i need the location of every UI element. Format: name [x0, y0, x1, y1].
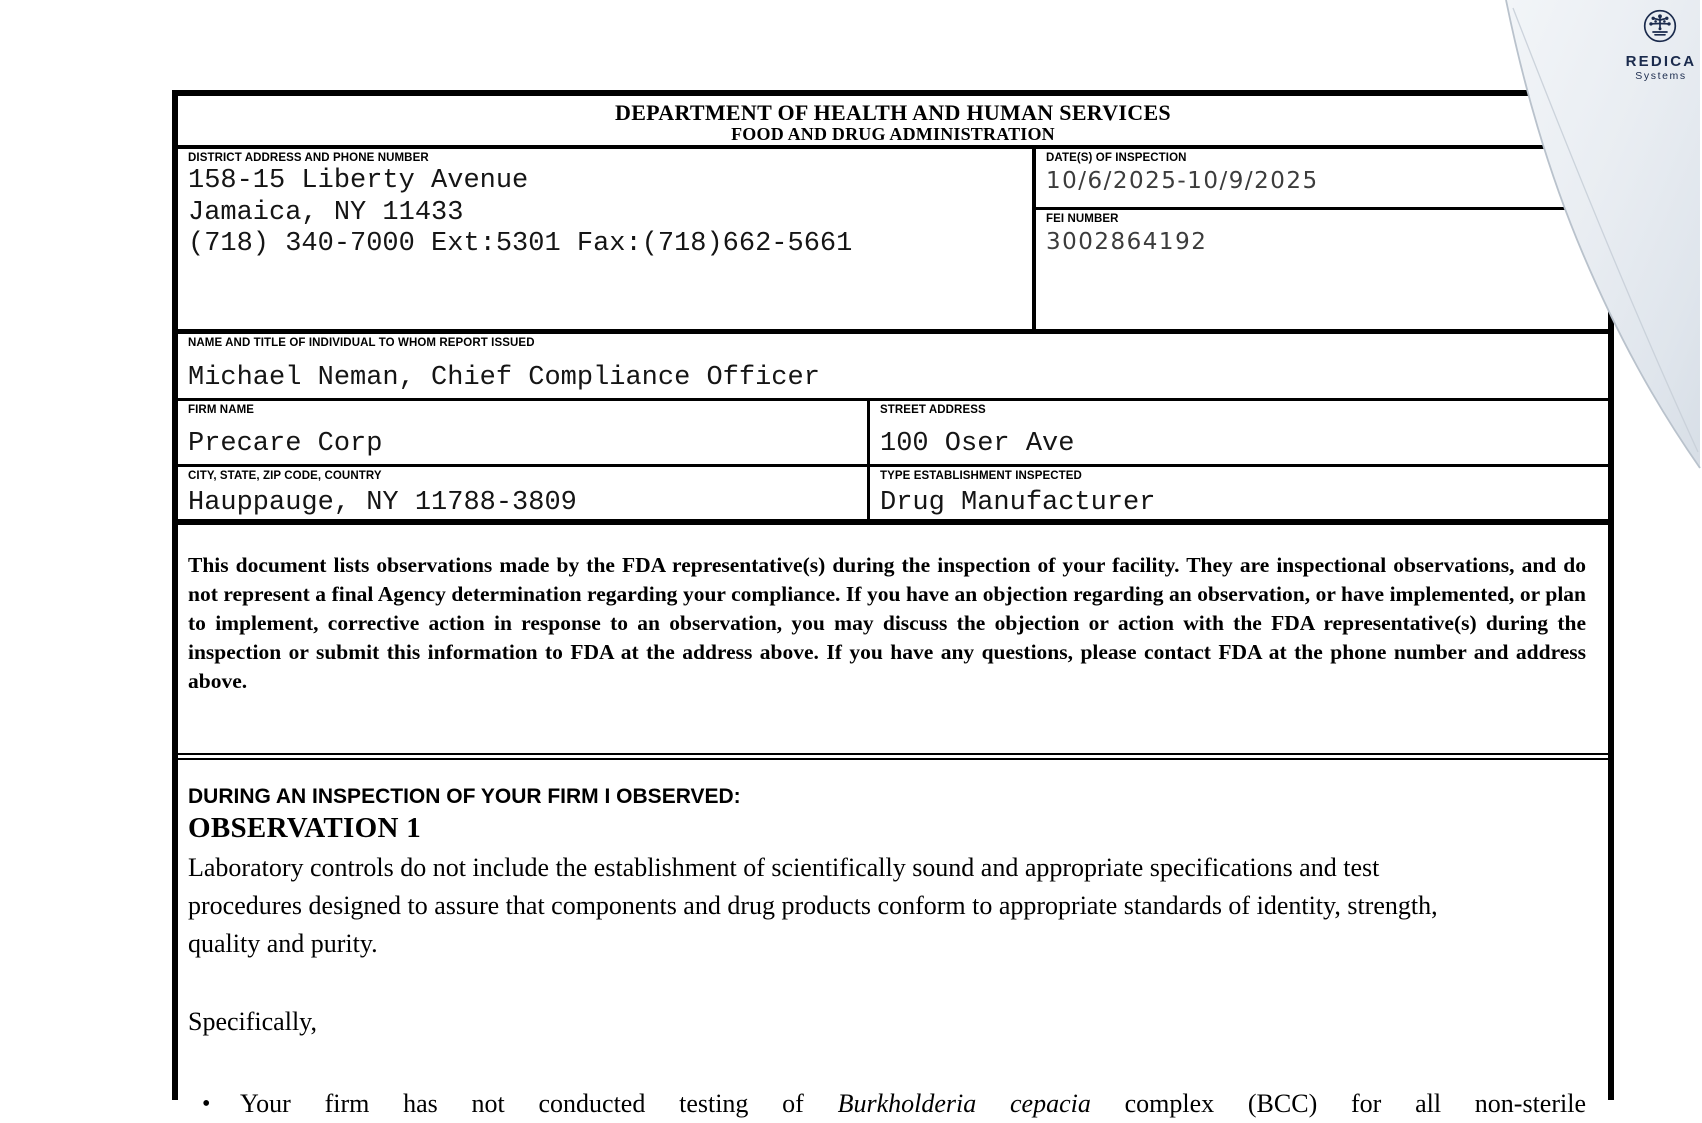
- bullet-text-post: complex (BCC) for all non-sterile: [1091, 1089, 1586, 1118]
- report-recipient-row: [178, 334, 1608, 401]
- street-address-value: 100 Oser Ave: [880, 430, 1608, 460]
- observed-heading: DURING AN INSPECTION OF YOUR FIRM I OBSERVED:: [188, 784, 1586, 809]
- redica-logo-icon: [1640, 6, 1680, 48]
- firm-street-row: [178, 401, 1608, 467]
- district-address-cell: [178, 149, 1036, 329]
- fda-483-form-table: [172, 90, 1614, 1100]
- inspection-dates-value: 10/6/2025-10/9/2025: [1046, 168, 1608, 194]
- bullet-text-latin-name: Burkholderia cepacia: [838, 1089, 1091, 1118]
- agency-subtitle: FOOD AND DRUG ADMINISTRATION: [178, 125, 1608, 144]
- firm-name-value: Precare Corp: [188, 430, 867, 460]
- address-dates-row: [178, 149, 1608, 334]
- inspection-dates-label: DATE(S) OF INSPECTION: [1046, 152, 1608, 165]
- recipient-cell: [178, 334, 1608, 398]
- logo-sub-text: Systems: [1618, 70, 1702, 82]
- disclaimer-section: [178, 525, 1608, 760]
- bullet-text-pre: Your firm has not conducted testing of: [240, 1089, 838, 1118]
- bullet-icon: •: [202, 1085, 240, 1123]
- observation-bullet-item: [188, 1085, 1586, 1123]
- fei-number-label: FEI NUMBER: [1046, 213, 1608, 226]
- redica-systems-logo: [1618, 6, 1702, 82]
- recipient-label: NAME AND TITLE OF INDIVIDUAL TO WHOM REPORT ISSUED: [188, 337, 1608, 350]
- department-title: DEPARTMENT OF HEALTH AND HUMAN SERVICES: [178, 101, 1608, 125]
- establishment-type-value: Drug Manufacturer: [880, 489, 1608, 519]
- observation-1-title: OBSERVATION 1: [188, 810, 1586, 846]
- observation-1-body: Laboratory controls do not include the establishment of scientifically sound and appropriate specifications and test procedures designed to assure that components and drug products conform to appropriate standards of identity, strength, quality and purity.: [188, 849, 1443, 963]
- city-state-zip-label: CITY, STATE, ZIP CODE, COUNTRY: [188, 470, 867, 483]
- logo-brand-text: REDICA: [1618, 54, 1702, 70]
- form-header: [178, 96, 1608, 149]
- city-state-zip-value: Hauppauge, NY 11788-3809: [188, 489, 867, 519]
- district-address-line-3: (718) 340-7000 Ext:5301 Fax:(718)662-5661: [188, 230, 1032, 260]
- street-address-label: STREET ADDRESS: [880, 404, 1608, 417]
- bullet-text: [240, 1085, 1586, 1123]
- firm-name-label: FIRM NAME: [188, 404, 867, 417]
- observations-section: [178, 760, 1608, 1123]
- recipient-value: Michael Neman, Chief Compliance Officer: [188, 364, 1608, 394]
- district-address-label: DISTRICT ADDRESS AND PHONE NUMBER: [188, 152, 1032, 165]
- district-address-line-1: 158-15 Liberty Avenue: [188, 167, 1032, 197]
- observation-specifically: Specifically,: [188, 1003, 1586, 1041]
- city-type-row: [178, 467, 1608, 525]
- establishment-type-label: TYPE ESTABLISHMENT INSPECTED: [880, 470, 1608, 483]
- city-state-zip-cell: [178, 467, 870, 519]
- fei-number-value: 3002864192: [1046, 229, 1608, 255]
- disclaimer-paragraph: This document lists observations made by the FDA representative(s) during the inspection of your facility. They are inspectional observations, and do not represent a final Agency determination regarding your compliance. If you have an objection regarding an observation, or have implemented, or plan to implement, corrective action in response to an observation, you may discuss the objection or action with the FDA representative(s) during the inspection or submit this information to FDA at the address above. If you have any questions, please contact FDA at the phone number and address above.: [188, 551, 1586, 696]
- district-address-line-2: Jamaica, NY 11433: [188, 199, 1032, 229]
- firm-name-cell: [178, 401, 870, 464]
